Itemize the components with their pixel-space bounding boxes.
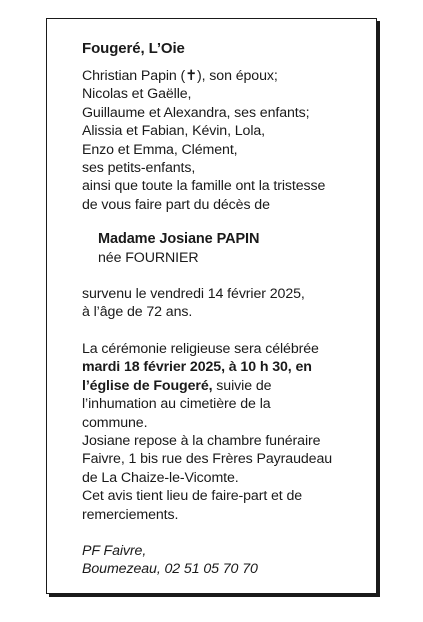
family-list	[82, 67, 372, 214]
funeral-home-contact: Boumezeau, 02 51 05 70 70	[82, 561, 258, 578]
ceremony-line	[82, 377, 372, 395]
death-line: à l’âge de 72 ans.	[82, 304, 193, 321]
family-line: Nicolas et Gaëlle,	[82, 86, 192, 103]
deceased-name: Madame Josiane PAPIN	[98, 231, 260, 248]
rest-line: Josiane repose à la chambre funéraire	[82, 432, 321, 449]
ceremony-line-text: suivie de	[212, 377, 272, 394]
family-line-text: Christian Papin (	[82, 68, 186, 84]
deceased-birth-name: née FOURNIER	[98, 249, 199, 266]
notice-content	[82, 39, 372, 579]
family-line: Alissia et Fabian, Kévin, Lola,	[82, 123, 266, 140]
deceased-block	[98, 230, 372, 267]
ceremony-line: l’inhumation au cimetière de la	[82, 396, 271, 413]
notice-location-heading: Fougeré, L’Oie	[82, 40, 185, 57]
cross-icon: ✝	[185, 68, 197, 84]
thanks-note	[82, 487, 372, 524]
ceremony-date-line: mardi 18 février 2025, à 10 h 30, en	[82, 359, 312, 376]
ceremony-details	[82, 340, 372, 432]
funeral-home	[82, 542, 372, 579]
thanks-line: Cet avis tient lieu de faire-part et de	[82, 488, 303, 505]
ceremony-church: l’église de Fougeré,	[82, 377, 213, 394]
family-line: Enzo et Emma, Clément,	[82, 141, 238, 158]
family-line: Guillaume et Alexandra, ses enfants;	[82, 104, 310, 121]
obituary-notice	[46, 18, 377, 594]
spacer	[82, 524, 372, 542]
death-line: survenu le vendredi 14 février 2025,	[82, 286, 305, 303]
spacer	[82, 322, 372, 340]
ceremony-line: commune.	[82, 414, 148, 431]
ceremony-line: La cérémonie religieuse sera célébrée	[82, 340, 319, 357]
funeral-home-name: PF Faivre,	[82, 542, 147, 559]
family-line: de vous faire part du décès de	[82, 196, 270, 213]
thanks-line: remerciements.	[82, 506, 179, 523]
spacer	[82, 267, 372, 285]
rest-details	[82, 432, 372, 487]
family-line: ses petits-enfants,	[82, 160, 196, 177]
family-line	[82, 67, 372, 85]
rest-line: Faivre, 1 bis rue des Frères Payraudeau	[82, 451, 333, 468]
family-line-text: ), son époux;	[196, 68, 278, 84]
rest-line: de La Chaize-le-Vicomte.	[82, 469, 239, 486]
death-details	[82, 285, 372, 322]
family-line: ainsi que toute la famille ont la tristesse	[82, 178, 326, 195]
